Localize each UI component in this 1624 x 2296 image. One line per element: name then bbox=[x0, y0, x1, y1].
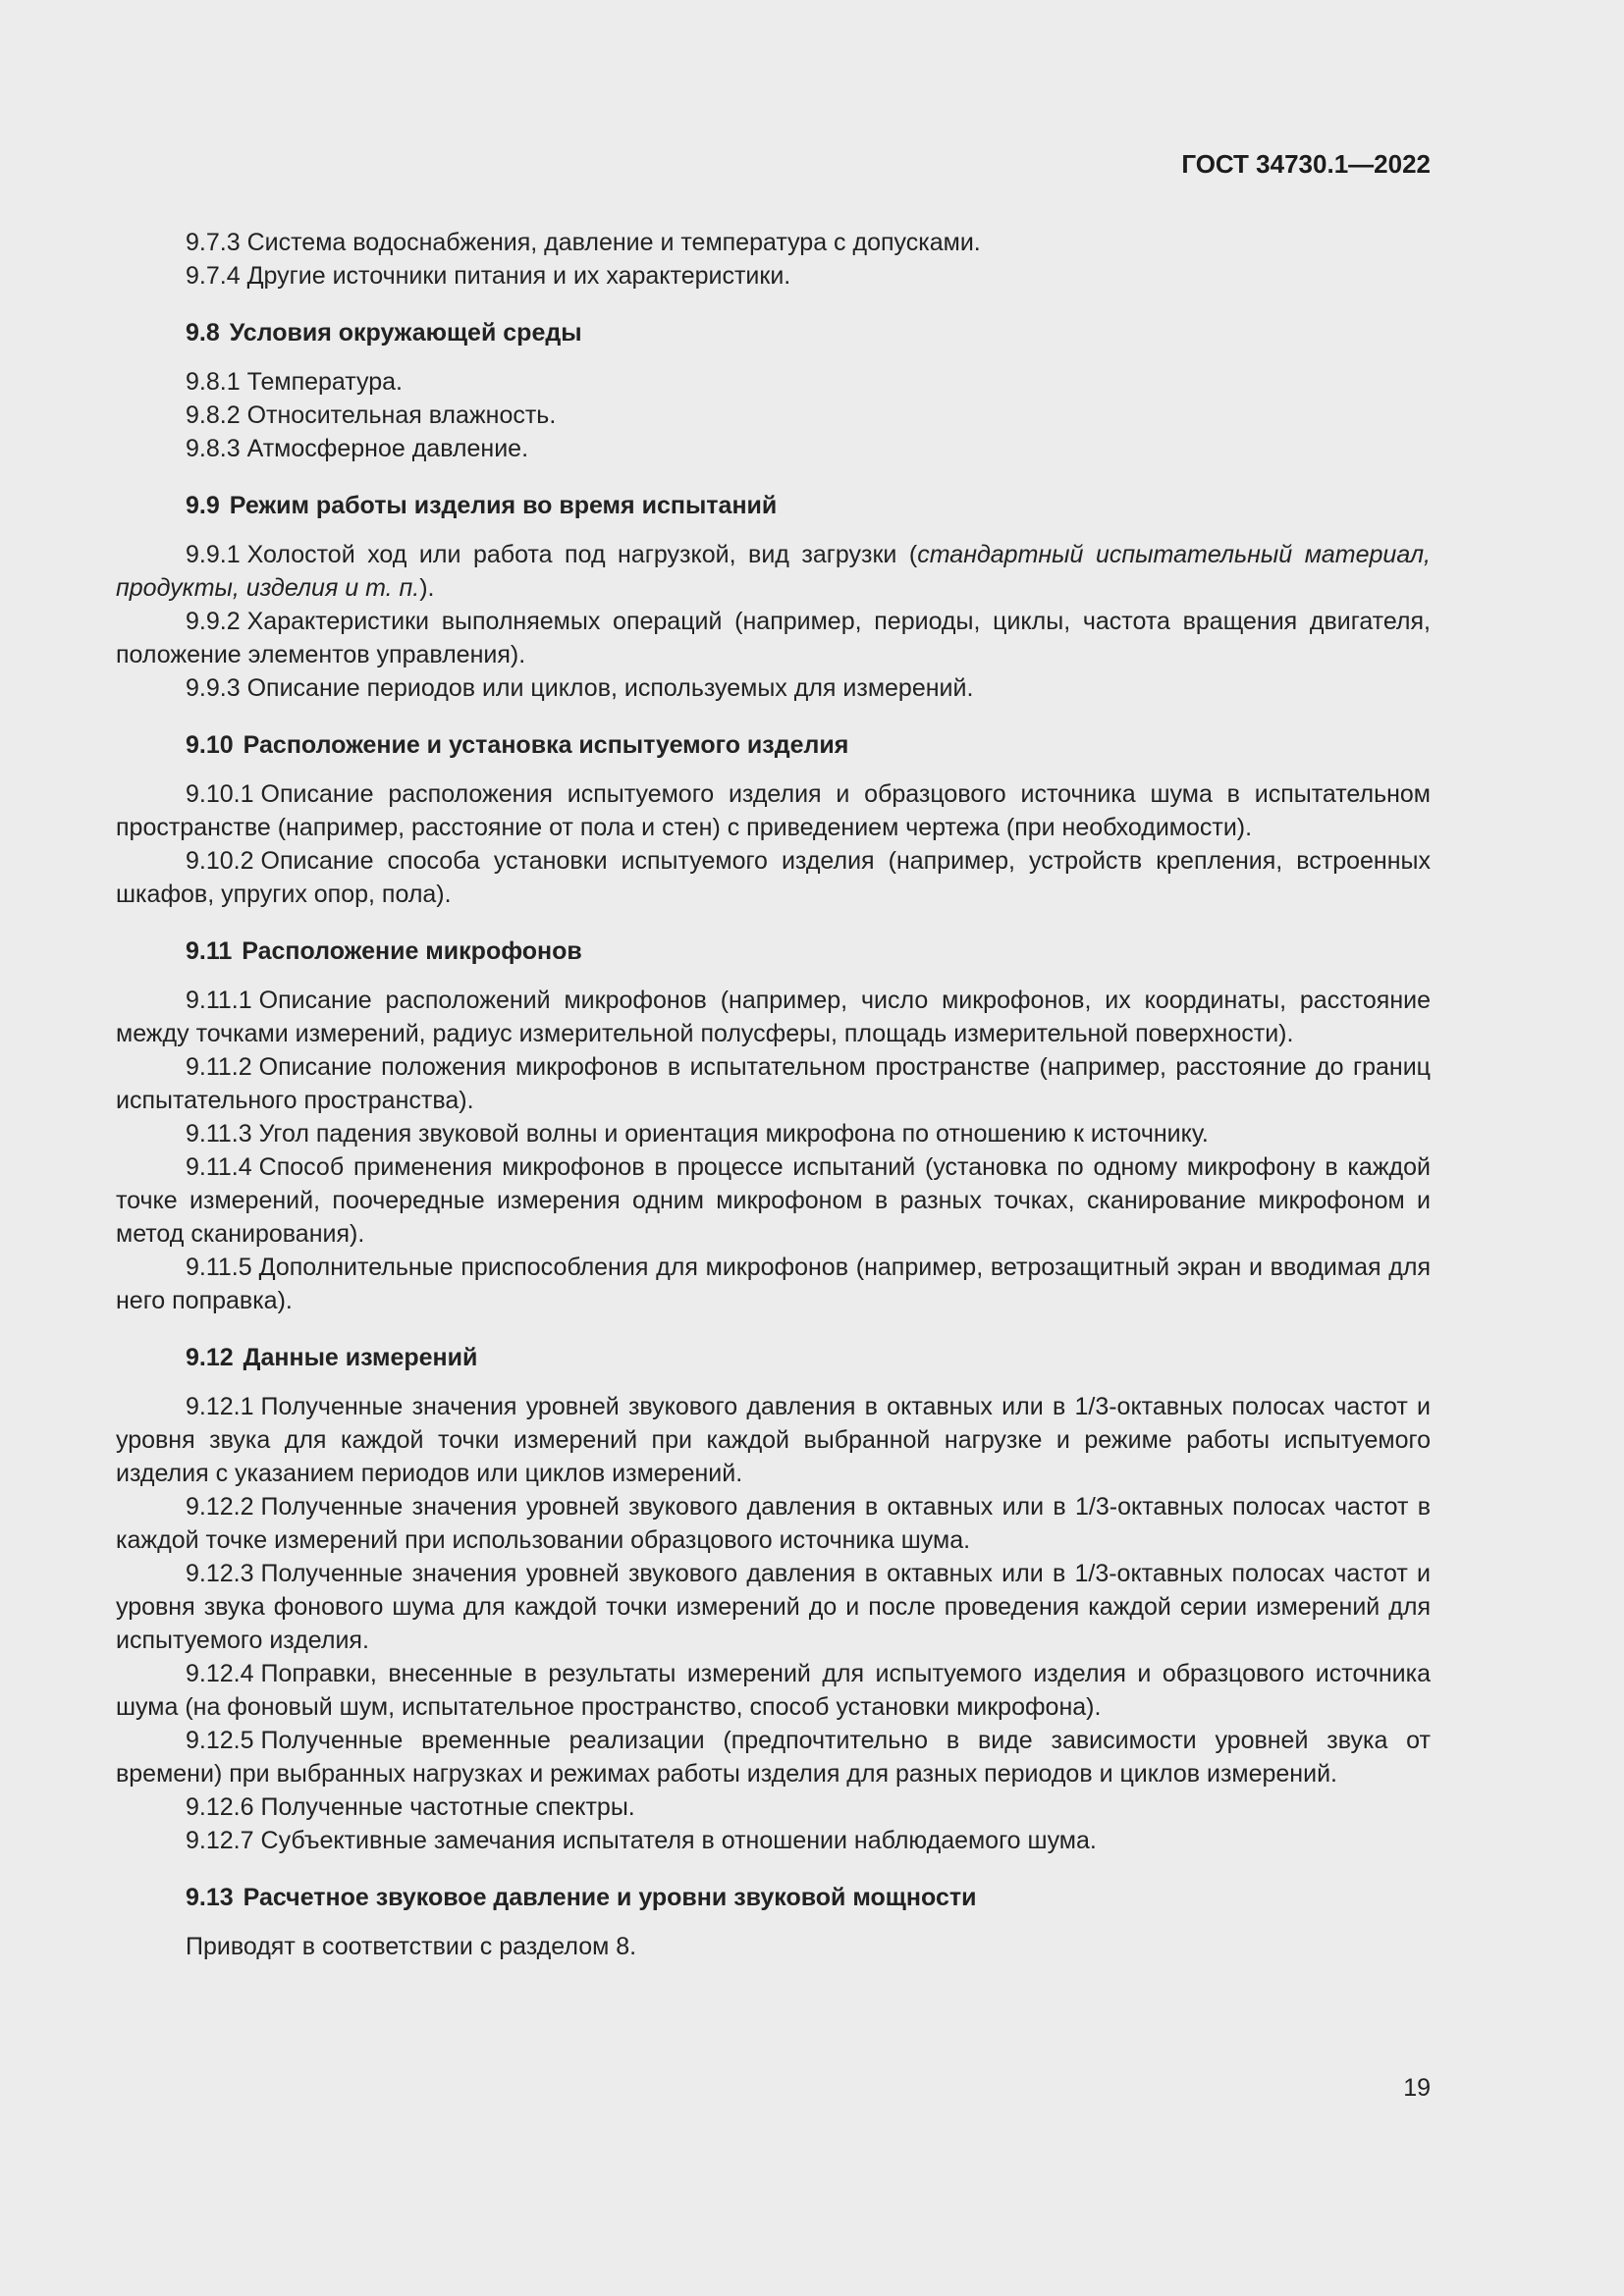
clause-number: 9.10.1 bbox=[186, 780, 254, 808]
clause-9-11-3 bbox=[116, 1117, 1431, 1150]
clause-text: Система водоснабжения, давление и температура с допусками. bbox=[246, 229, 981, 256]
clause-9-10-2 bbox=[116, 844, 1431, 911]
clause-number: 9.8.1 bbox=[186, 368, 241, 396]
clause-number: 9.12.3 bbox=[186, 1560, 254, 1587]
clause-text: Полученные значения уровней звукового давления в октавных или в 1/3-октавных полосах частот и уровня звука фонового шума для каждой точки измерений до и после проведения каждой серии измерений для испытуемого изделия. bbox=[116, 1560, 1431, 1654]
clause-9-12-1 bbox=[116, 1390, 1431, 1490]
clause-text: Описание периодов или циклов, используемых для измерений. bbox=[246, 674, 974, 702]
clause-number: 9.10.2 bbox=[186, 847, 254, 875]
clause-9-11-1 bbox=[116, 984, 1431, 1050]
clause-text: Приводят в соответствии с разделом 8. bbox=[186, 1933, 637, 1960]
section-heading-number: 9.8 bbox=[186, 319, 220, 347]
clause-text: Относительная влажность. bbox=[246, 401, 557, 429]
clause-text: Дополнительные приспособления для микрофонов (например, ветрозащитный экран и вводимая для него поправка). bbox=[116, 1254, 1431, 1314]
section-heading-number: 9.13 bbox=[186, 1884, 234, 1911]
clause-number: 9.7.3 bbox=[186, 229, 241, 256]
section-heading-9-8 bbox=[186, 316, 1431, 349]
clause-text: Температура. bbox=[246, 368, 403, 396]
section-heading-number: 9.9 bbox=[186, 492, 220, 519]
clause-9-10-1 bbox=[116, 777, 1431, 844]
clause-9-11-5 bbox=[116, 1251, 1431, 1317]
clause-9-9-1 bbox=[116, 538, 1431, 605]
clause-text: Описание положения микрофонов в испытательном пространстве (например, расстояние до границ испытательного пространства). bbox=[116, 1053, 1431, 1114]
clause-text: Способ применения микрофонов в процессе испытаний (установка по одному микрофону в каждой точке измерений, поочередные измерения одним микрофоном в разных точках, сканирование микрофоном и метод сканирования). bbox=[116, 1153, 1431, 1248]
document-code-header: ГОСТ 34730.1—2022 bbox=[1181, 149, 1431, 179]
clause-9-8-3 bbox=[116, 432, 1431, 465]
clause-9-7-3 bbox=[116, 226, 1431, 259]
clause-9-12-5 bbox=[116, 1724, 1431, 1790]
clause-number: 9.12.5 bbox=[186, 1727, 254, 1754]
clause-9-12-6 bbox=[116, 1790, 1431, 1824]
clause-9-12-7 bbox=[116, 1824, 1431, 1857]
clause-9-11-4 bbox=[116, 1150, 1431, 1251]
clause-text: Субъективные замечания испытателя в отношении наблюдаемого шума. bbox=[260, 1827, 1097, 1854]
clause-number: 9.11.3 bbox=[186, 1120, 252, 1148]
section-heading-number: 9.10 bbox=[186, 731, 234, 759]
clause-9-9-3 bbox=[116, 671, 1431, 705]
clause-text: Характеристики выполняемых операций (например, периоды, циклы, частота вращения двигателя, положение элементов управления). bbox=[116, 608, 1431, 668]
clause-text bbox=[116, 1930, 1431, 1963]
clause-number: 9.11.2 bbox=[186, 1053, 252, 1081]
section-heading-number: 9.12 bbox=[186, 1344, 234, 1371]
clause-9-9-2 bbox=[116, 605, 1431, 671]
clause-number: 9.12.7 bbox=[186, 1827, 254, 1854]
clause-number: 9.12.4 bbox=[186, 1660, 254, 1687]
clause-9-8-1 bbox=[116, 365, 1431, 399]
clause-number: 9.12.1 bbox=[186, 1393, 254, 1420]
clause-text: Полученные частотные спектры. bbox=[260, 1793, 635, 1821]
clause-tail-text: ). bbox=[419, 574, 435, 602]
clause-number: 9.8.3 bbox=[186, 435, 241, 462]
clause-text: Полученные значения уровней звукового давления в октавных или в 1/3-октавных полосах частот и уровня звука для каждой точки измерений при каждой выбранной нагрузке и режиме работы испытуемого изделия с указанием периодов или циклов измерений. bbox=[116, 1393, 1431, 1487]
clause-text: Холостой ход или работа под нагрузкой, вид загрузки ( bbox=[246, 541, 918, 568]
clause-text: Другие источники питания и их характеристики. bbox=[246, 262, 791, 290]
clause-text: Описание способа установки испытуемого изделия (например, устройств крепления, встроенных шкафов, упругих опор, пола). bbox=[116, 847, 1431, 908]
clause-number: 9.8.2 bbox=[186, 401, 241, 429]
clause-text: Полученные временные реализации (предпочтительно в виде зависимости уровней звука от времени) при выбранных нагрузках и режимах работы изделия для разных периодов и циклов измерений. bbox=[116, 1727, 1431, 1788]
clause-9-8-2 bbox=[116, 399, 1431, 432]
section-heading-9-9 bbox=[186, 489, 1431, 522]
clause-text: Описание расположения испытуемого изделия и образцового источника шума в испытательном пространстве (например, расстояние от пола и стен) с приведением чертежа (при необходимости). bbox=[116, 780, 1431, 841]
clause-number: 9.11.4 bbox=[186, 1153, 252, 1181]
clause-number: 9.12.2 bbox=[186, 1493, 254, 1521]
clause-number: 9.11.5 bbox=[186, 1254, 252, 1281]
section-heading-title: Данные измерений bbox=[243, 1344, 478, 1371]
section-heading-title: Расположение и установка испытуемого изделия bbox=[243, 731, 849, 759]
clause-italic-text: стандартный испытательный материал, продукты, изделия и т. п. bbox=[116, 541, 1431, 602]
clause-text: Описание расположений микрофонов (например, число микрофонов, их координаты, расстояние между точками измерений, радиус измерительной полусферы, площадь измерительной поверхности). bbox=[116, 987, 1431, 1047]
clause-number: 9.9.1 bbox=[186, 541, 241, 568]
clause-9-11-2 bbox=[116, 1050, 1431, 1117]
section-heading-number: 9.11 bbox=[186, 937, 233, 965]
clause-number: 9.11.1 bbox=[186, 987, 252, 1014]
section-heading-title: Режим работы изделия во время испытаний bbox=[229, 492, 778, 519]
clause-number: 9.9.2 bbox=[186, 608, 241, 635]
section-heading-title: Условия окружающей среды bbox=[229, 319, 582, 347]
clause-number: 9.7.4 bbox=[186, 262, 241, 290]
clause-number: 9.9.3 bbox=[186, 674, 241, 702]
section-heading-9-13 bbox=[186, 1881, 1431, 1914]
clause-text: Полученные значения уровней звукового давления в октавных или в 1/3-октавных полосах частот в каждой точке измерений при использовании образцового источника шума. bbox=[116, 1493, 1431, 1554]
section-heading-title: Расчетное звуковое давление и уровни звуковой мощности bbox=[243, 1884, 977, 1911]
clause-9-12-3 bbox=[116, 1557, 1431, 1657]
section-heading-9-11 bbox=[186, 934, 1431, 968]
document-body bbox=[116, 226, 1431, 1963]
section-heading-title: Расположение микрофонов bbox=[242, 937, 582, 965]
clause-text: Угол падения звуковой волны и ориентация микрофона по отношению к источнику. bbox=[258, 1120, 1209, 1148]
section-heading-9-12 bbox=[186, 1341, 1431, 1374]
page-number: 19 bbox=[1403, 2074, 1431, 2102]
section-heading-9-10 bbox=[186, 728, 1431, 762]
clause-text: Поправки, внесенные в результаты измерений для испытуемого изделия и образцового источника шума (на фоновый шум, испытательное пространство, способ установки микрофона). bbox=[116, 1660, 1431, 1721]
clause-9-7-4 bbox=[116, 259, 1431, 293]
clause-number: 9.12.6 bbox=[186, 1793, 254, 1821]
clause-9-12-2 bbox=[116, 1490, 1431, 1557]
clause-text: Атмосферное давление. bbox=[246, 435, 529, 462]
clause-9-12-4 bbox=[116, 1657, 1431, 1724]
